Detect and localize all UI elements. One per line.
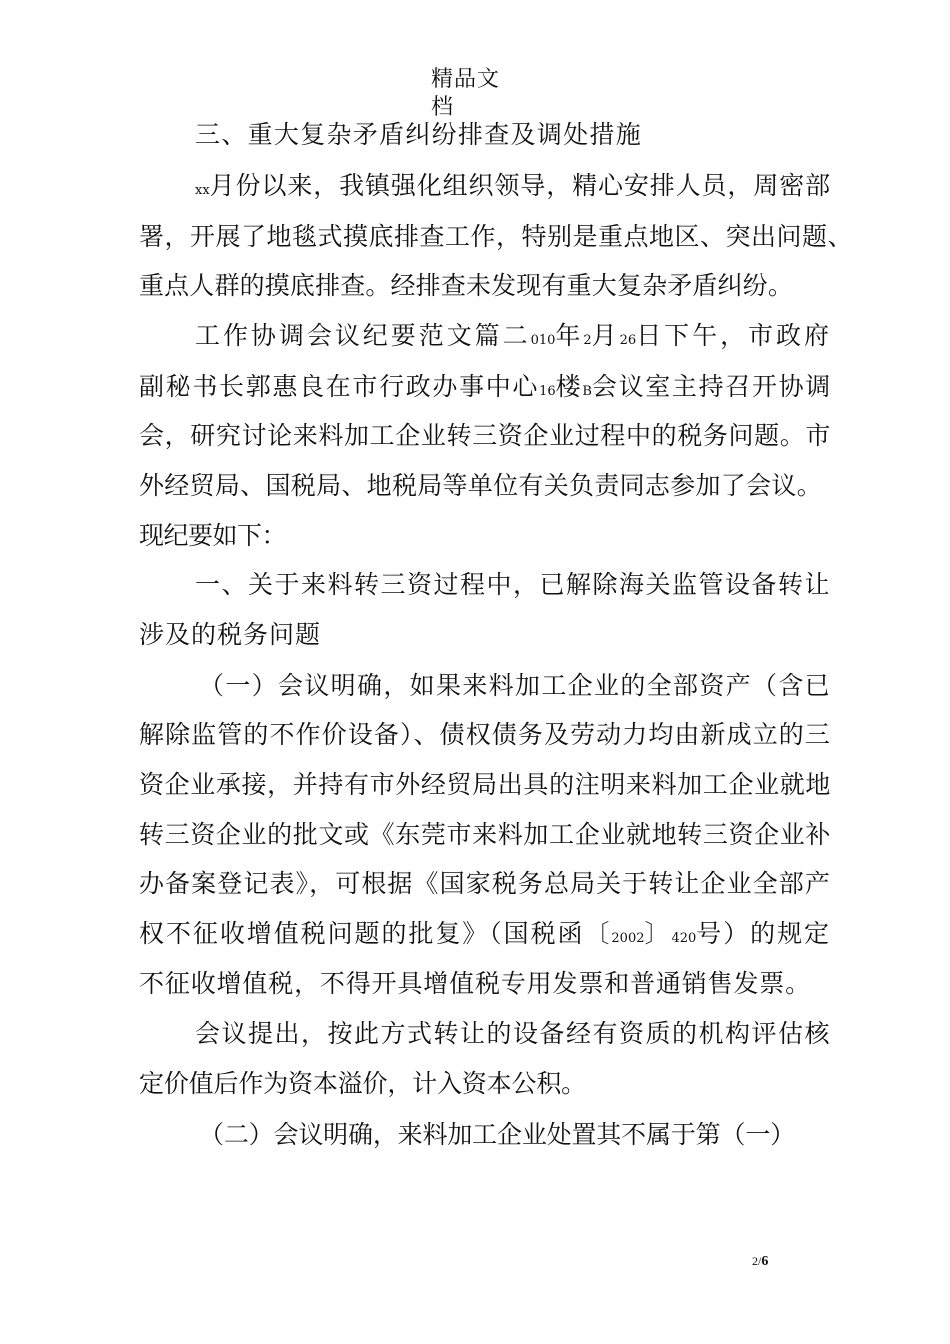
body-line (139, 271, 793, 301)
body-line (139, 869, 831, 899)
text-run: 资企业承接，并持有市外经贸局出具的注明来料加工企业就地 (139, 770, 831, 799)
text-run: 月 (591, 321, 620, 350)
text-run: 定价值后作为资本溢价，计入资本公积。 (139, 1069, 586, 1098)
text-run: 外经贸局、国税局、地税局等单位有关负责同志参加了会议。 (139, 471, 822, 500)
body-line (139, 969, 811, 999)
text-run: 号）的规定 (696, 919, 831, 948)
section-heading-1 (195, 570, 831, 600)
text-run: 涉及的税务问题 (139, 620, 321, 649)
text-run: 解除监管的不作价设备）、债权债务及劳动力均由新成立的三 (139, 720, 831, 749)
header-line-1: 精品文 (431, 67, 501, 92)
body-line (139, 820, 831, 850)
text-run: 不征收增值税，不得开具增值税专用发票和普通销售发票。 (139, 969, 811, 998)
body-line (139, 1069, 586, 1099)
text-run: 现纪要如下： (139, 521, 286, 550)
text-run: 16 (539, 384, 556, 399)
body-line (139, 620, 321, 650)
text-run: 会议提出，按此方式转让的设备经有资质的机构评估核 (195, 1019, 831, 1048)
text-run: 26 (619, 333, 637, 348)
body-line (139, 521, 286, 551)
text-run: 2002 (611, 931, 645, 946)
text-run: 办备案登记表》，可根据《国家税务总局关于转让企业全部产 (139, 869, 831, 898)
text-run: xx (195, 183, 210, 198)
body-line (139, 222, 853, 252)
body-line (139, 720, 831, 750)
text-run: 日下午，市政府 (636, 321, 832, 350)
text-run: B (582, 384, 592, 399)
body-line (195, 171, 831, 206)
text-run: 月份以来，我镇强化组织领导，精心安排人员，周密部 (209, 171, 831, 200)
body-line (139, 770, 831, 800)
text-run: 会议室主持召开协调 (591, 372, 832, 401)
text-run: 楼 (555, 372, 583, 401)
page-header (431, 66, 521, 122)
section-heading-3 (195, 120, 642, 150)
text-run: 会，研究讨论来料加工企业转三资企业过程中的税务问题。市 (139, 421, 831, 450)
text-run: 420 (671, 931, 697, 946)
body-line (195, 321, 832, 356)
text-run: 副秘书长郭惠良在市行政办事中心 (139, 372, 540, 401)
text-run: 年 (555, 321, 584, 350)
body-line (195, 1019, 831, 1049)
text-run: 010 (530, 333, 556, 348)
text-run: （一）会议明确，如果来料加工企业的全部资产（含已 (199, 671, 831, 700)
text-run: 权不征收增值税问题的批复》（国税函〔 (139, 919, 612, 948)
body-line (139, 372, 832, 407)
text-run: 一、关于来料转三资过程中，已解除海关监管设备转让 (195, 570, 831, 599)
body-line (199, 671, 831, 701)
text-run: 2 (583, 333, 592, 348)
body-line (139, 471, 822, 501)
page-number-total: 6 (761, 1254, 769, 1269)
text-run: 〕 (644, 919, 672, 948)
text-run: 三、重大复杂矛盾纠纷排查及调处措施 (195, 120, 642, 149)
text-run: 署，开展了地毯式摸底排查工作，特别是重点地区、突出问题、 (139, 222, 853, 251)
text-run: 转三资企业的批文或《东莞市来料加工企业就地转三资企业补 (139, 820, 831, 849)
body-line (199, 1120, 795, 1150)
page-number (752, 1254, 768, 1270)
text-run: 工作协调会议纪要范文篇二 (195, 321, 531, 350)
page-number-current: 2/ (752, 1254, 762, 1268)
body-line (139, 919, 831, 954)
text-run: （二）会议明确，来料加工企业处置其不属于第（一） (199, 1120, 795, 1149)
text-run: 重点人群的摸底排查。经排查未发现有重大复杂矛盾纠纷。 (139, 271, 793, 300)
header-line-2: 档 (431, 95, 455, 120)
body-line (139, 421, 831, 451)
